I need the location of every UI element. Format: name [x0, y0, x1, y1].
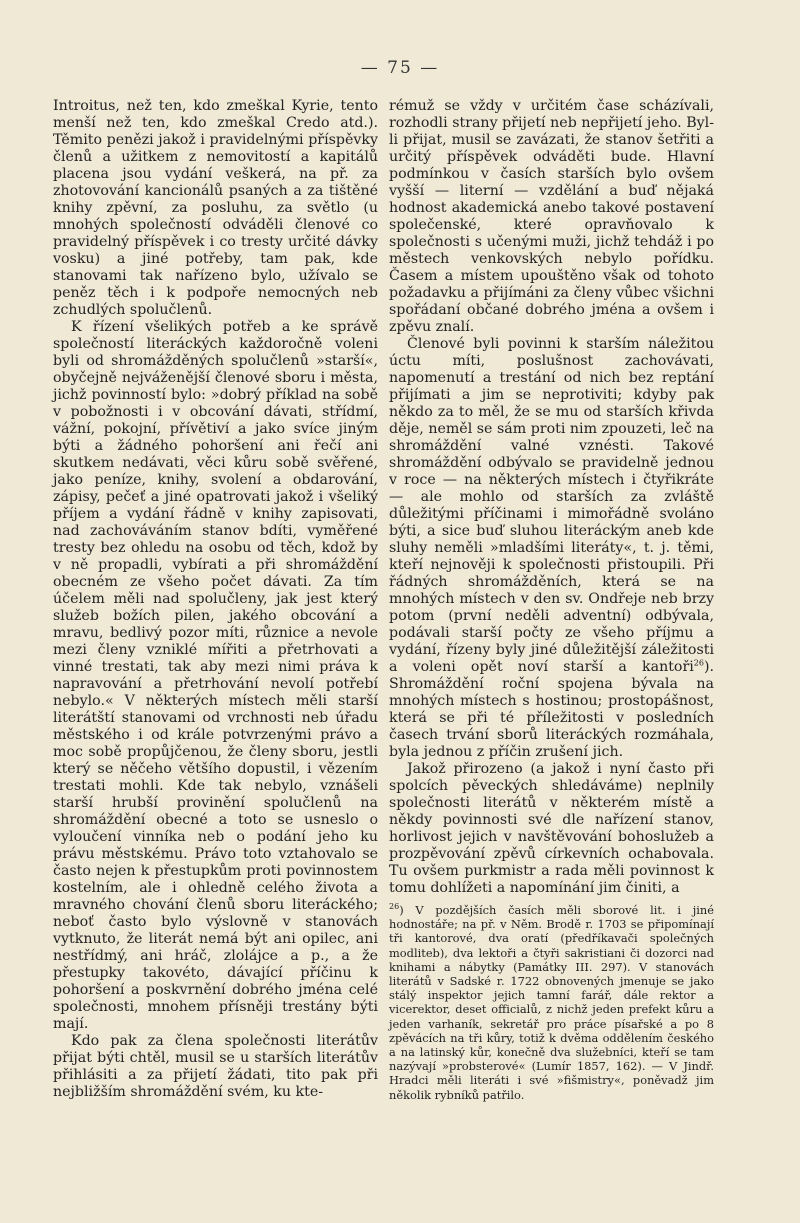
left-column [53, 98, 378, 1101]
paragraph-text-tail: ). Shromáždění roční spojena bývala na mnohých místech s hostinou; prostopášnost, která se při té příležitosti v posledních časech trvání sborů literáckých rozmáhala, byla jednou z příčin zrušení jich. [389, 659, 714, 760]
paragraph [389, 336, 714, 761]
footnote-marker: 26 [389, 902, 400, 912]
footnote [389, 903, 714, 1102]
paragraph: rémuž se vždy v určitém čase scházívali, rozhodli strany přijetí neb nepřijetí jeho. Byl-li přijat, musil se zavázati, že stanov šetřiti a určitý příspěvek odváděti bude. Hlavní podmínkou v časích starších bylo ovšem vyšší — literní — vzdělání a buď nějaká hodnost akademická anebo takové postavení společenské, které opravňovalo k společnosti s učenými muži, jichž tehdáž i po městech venkovských nebylo pořídku. Časem a místem upouštěno však od tohoto požadavku a přijímáni za členy vůbec všichni spořádaní občané dobrého jména a ovšem i zpěvu znalí. [389, 98, 714, 335]
right-column [389, 98, 714, 1102]
paragraph: Introitus, než ten, kdo zmeškal Kyrie, tento menší než ten, kdo zmeškal Credo atd.). Těmito penězi jakož i pravidelnými příspěvky členů a užitkem z nemovitostí a kapitálů placena jsou vydání veškerá, na př. za zhotovování kancionálů psaných a za tištěné knihy zpěvní, za posluhu, za světlo (u mnohých společností odváděli členové co pravidelný příspěvek i co tresty určité dávky vosku) a jiné potřeby, tam pak, kde stanovami tak nařízeno bylo, užívalo se peněz těch i k podpoře nemocných neb zchudlých spolučlenů. [53, 98, 378, 318]
footnote-ref: 26 [693, 658, 704, 668]
paragraph: Kdo pak za člena společnosti literátův přijat býti chtěl, musil se u starších literátův přihlásiti a za přijetí žádati, tito pak při nejbližším shromáždění svém, ku kte- [53, 1033, 378, 1100]
paragraph-text: Členové byli povinni k starším náležitou úctu míti, poslušnost zachovávati, napomenutí a trestání od nich bez reptání přijímati a jim se neprotiviti; kdyby pak někdo za to měl, že se mu od starších křivda děje, neměl se sám proti nim zpouzeti, leč na shromáždění valné vznésti. Takové shromáždění odbývalo se pravidelně jednou v roce — na některých místech i čtyřikráte — ale mohlo od starších za zvláště důležitými příčinami i mimořádně svoláno býti, a sice buď sluhou literáckým aneb kde sluhy neměli »mladšími literáty«, t. j. těmi, kteří nejnověji k společnosti přistoupili. Při řádných shromážděních, která se na mnohých místech v den sv. Ondřeje neb brzy potom (první neděli adventní) odbývala, podávali starší počty ze všeho příjmu a vydání, řízeny byly jiné důležitější záležitosti a voleni opět noví starší a kantoři [389, 336, 714, 675]
footnote-text: ) V pozdějších časích měli sborové lit. i jiné hodnostáře; na př. v Něm. Brodě r. 1703 se připomínají tři kantorové, dva oratí (předříkavači společných modliteb), dva lektoři a čtyři sakristiani či dozorci nad knihami a nábytky (Památky III. 297). V stanovách literátů v Sadské r. 1722 obnovených jmenuje se jako stálý inspektor jejich tamní farář, dále rektor a vicerektor, deset officialů, z nichž jeden prefekt kůru a jeden varhaník, sekretář pro práce písařské a po 8 zpěvácích na tři kůry, totiž k dvěma oddělením českého a na latinský kůr, konečně dva služebníci, kteří se tam nazývají »probsterové« (Lumír 1857, 162). — V Jindř. Hradci měli literáti i své »fišmistry«, poněvadž jim několik rybníků patřilo. [389, 903, 714, 1102]
paragraph: Jakož přirozeno (a jakož i nyní často při spolcích pěveckých shledáváme) neplnily společnosti literátů v některém místě a někdy povinnosti své dle nařízení stanov, horlivost jejich v navštěvování bohoslužeb a prozpěvování zpěvů církevních ochabovala. Tu ovšem purkmistr a rada měli povinnost k tomu dohlížeti a napomínání jim činiti, a [389, 761, 714, 896]
paragraph: K řízení všelikých potřeb a ke správě společností literáckých každoročně voleni byli od shromážděných spolučlenů »starší«, obyčejně nejváženější členové sboru i města, jichž povinností bylo: »dobrý příklad na sobě v pobožnosti i v obcování dávati, střídmí, vážní, pokojní, přívětiví a jako svíce jiným býti a žádného pohoršení ani řečí ani skutkem nedávati, věci kůru sobě svěřené, jako peníze, knihy, svolení a obdarování, zápisy, pečeť a jiné opatrovati jakož i všeliký příjem a vydání řádně v knihy zapisovati, nad zachováváním stanov bdíti, vyměřené tresty bez ohledu na osobu od těch, kdož by v ně propadli, vybírati a při shromáždění obecném ze všeho počet dávati. Za tím účelem měli nad spolučleny, jak jest který služeb božích pilen, jakého obcování a mravu, bedlivý pozor míti, různice a nevole mezi členy vzniklé mířiti a přetrhovati a vinné trestati, tak aby mezi nimi práva k napravování a přetrhování nevolí potřebí nebylo.« V některých místech měli starší literátští stanovami od vrchnosti neb úřadu městského i od krále potvrzenými právo a moc sobě propůjčenou, že členy sboru, jestli který se něčeho většího dopustil, i vězením trestati mohli. Kde tak nebylo, vznášeli starší hrubší provinění spolučlenů na shromáždění obecné a toto se usneslo o vyloučení vinníka neb o podání jeho ku právu městskému. Právo toto vztahovalo se často nejen k přestupkům proti povinnostem kostelním, ale i ohledně celého života a mravného chování členů sboru literáckého; neboť často bylo výslovně v stanovách vytknuto, že literát nemá být ani opilec, ani nestřídmý, ani hráč, zlolájce a p., a že přestupky takovéto, dávající příčinu k pohoršení a poskvrnění dobrého jména celé společnosti, mnohem přísněji trestány býti mají. [53, 319, 378, 1032]
page-number: — 75 — [360, 58, 440, 78]
